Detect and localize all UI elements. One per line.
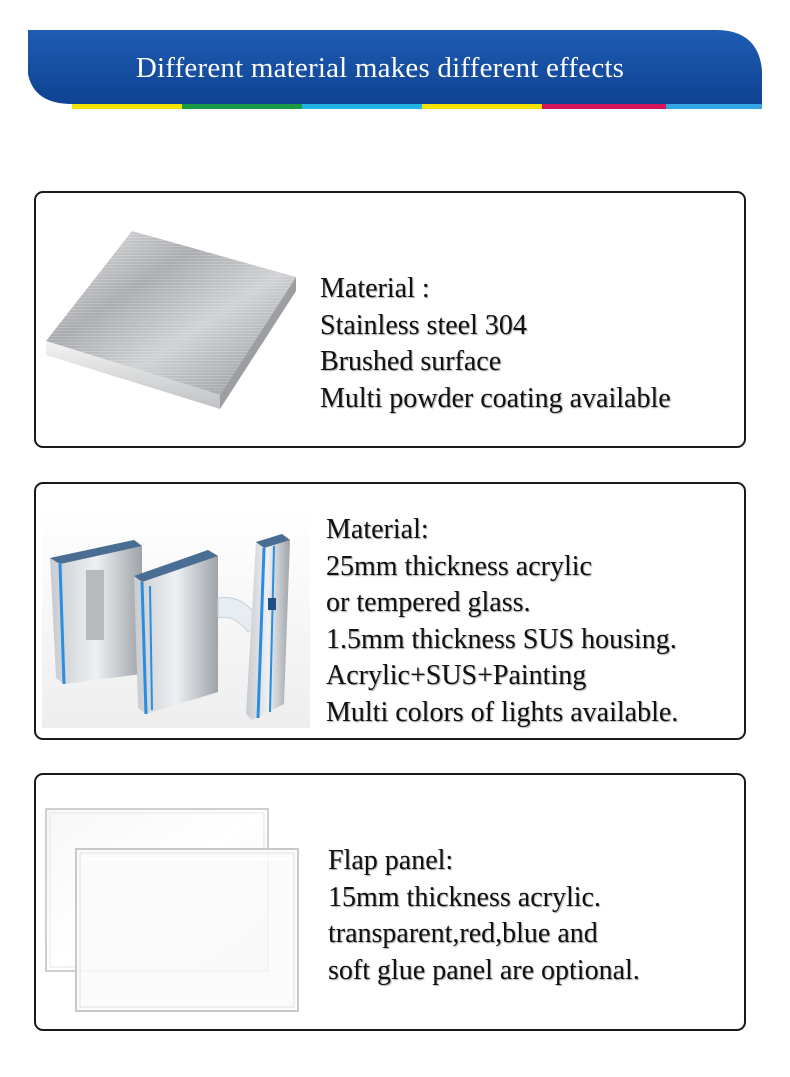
flap-panel-spec-text: [328, 843, 640, 989]
material-card-gate: [34, 482, 746, 740]
spec-line: 15mm thickness acrylic.: [328, 881, 601, 913]
page-title: Different material makes different effects: [135, 52, 625, 84]
stainless-spec-text: [320, 271, 671, 417]
spec-line: soft glue panel are optional.: [328, 954, 640, 986]
spec-line: Flap panel:: [328, 845, 454, 876]
spec-line: Acrylic+SUS+Painting: [326, 660, 587, 691]
spec-line: Multi colors of lights available.: [326, 696, 679, 728]
spec-line: transparent,red,blue and: [328, 918, 598, 949]
spec-line: or tempered glass.: [326, 587, 531, 618]
spec-line: Multi powder coating available: [320, 382, 671, 414]
material-card-stainless: [34, 191, 746, 448]
material-card-flap-panel: [34, 773, 746, 1031]
header-banner: [0, 0, 790, 115]
spec-line: Stainless steel 304: [320, 309, 527, 341]
spec-line: Material:: [326, 514, 429, 545]
spec-line: 1.5mm thickness SUS housing.: [326, 623, 677, 655]
spec-line: 25mm thickness acrylic: [326, 550, 592, 582]
acrylic-flap-panel-icon: [44, 799, 304, 1013]
spec-line: Brushed surface: [320, 346, 502, 377]
swing-gate-turnstile-icon: [42, 506, 310, 728]
spec-line: Material :: [320, 273, 430, 304]
stainless-steel-plate-icon: [40, 219, 300, 429]
gate-spec-text: [326, 512, 678, 731]
